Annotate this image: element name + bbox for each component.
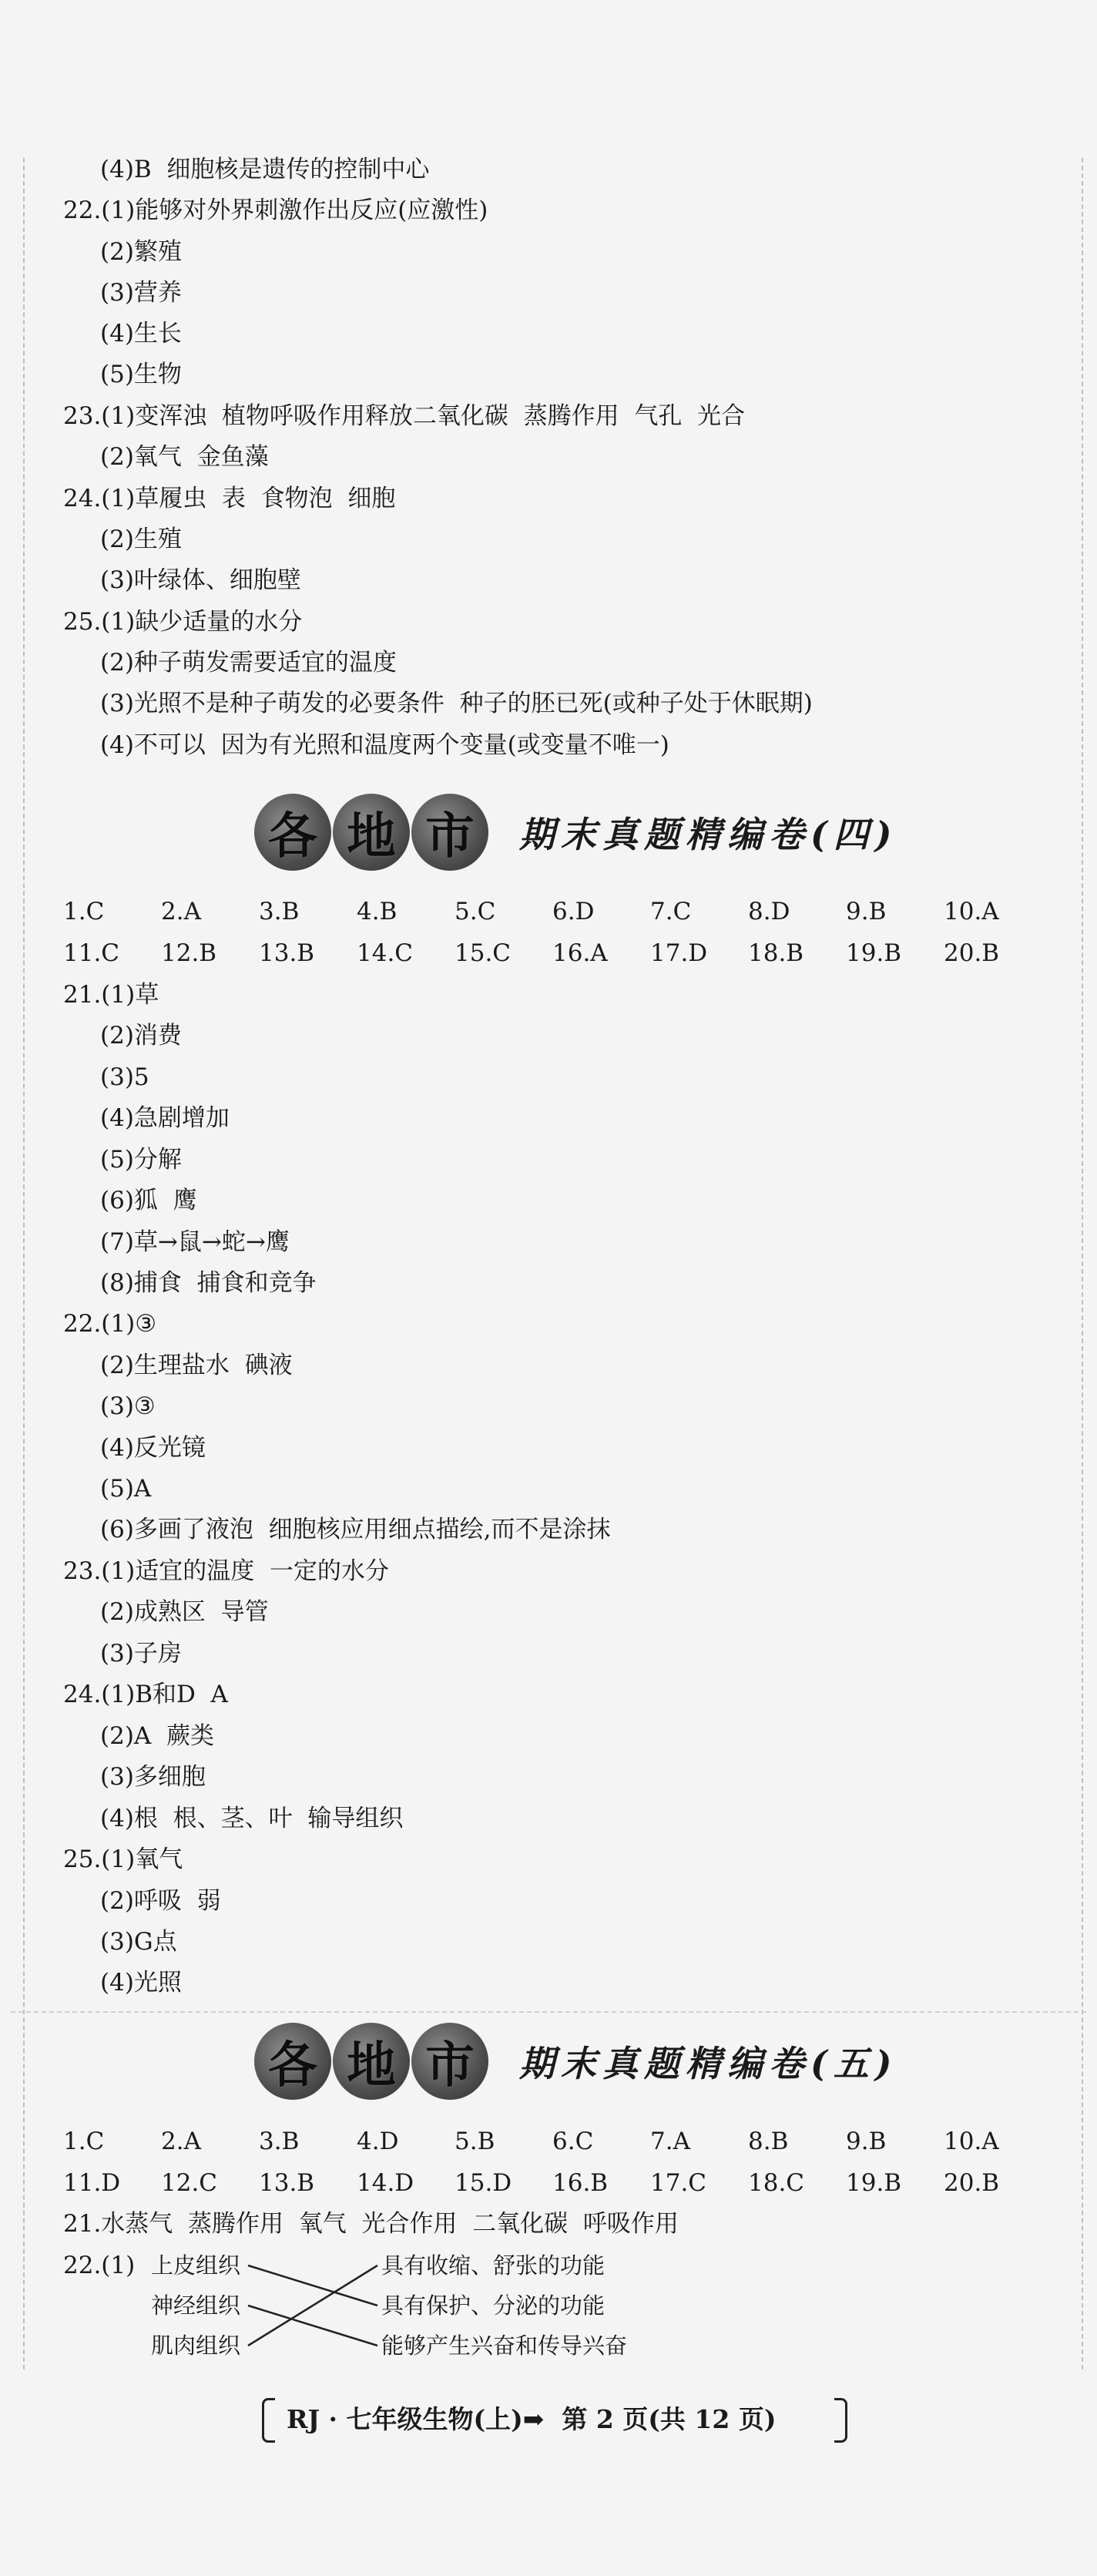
- answer-line: (4)光照: [100, 1969, 182, 1997]
- banner-disc: 地: [333, 2023, 410, 2100]
- page-footer: [262, 2396, 847, 2441]
- answer-line: 23.(1)变浑浊 植物呼吸作用释放二氧化碳 蒸腾作用 气孔 光合: [63, 402, 746, 430]
- choice-answer: 15.D: [455, 2169, 512, 2197]
- footer-bracket-right: [834, 2398, 847, 2443]
- match-line: [248, 2306, 377, 2346]
- choice-answer: 8.D: [748, 898, 790, 925]
- choice-answer: 15.C: [455, 939, 512, 967]
- answer-line: 25.(1)缺少适量的水分: [63, 608, 303, 636]
- footer-text: RJ · 七年级生物(上)➡ 第 2 页(共 12 页): [287, 2404, 777, 2434]
- answer-line: (6)多画了液泡 细胞核应用细点描绘,而不是涂抹: [100, 1516, 611, 1543]
- answer-line: (2)成熟区 导管: [100, 1598, 269, 1626]
- choice-answer: 4.D: [357, 2128, 399, 2155]
- choice-answer: 11.D: [63, 2169, 121, 2197]
- choice-answer: 2.A: [161, 2128, 201, 2155]
- choice-answer: 13.B: [259, 939, 315, 967]
- answer-line: (2)A 蕨类: [100, 1722, 215, 1750]
- banner-disc: 各: [254, 794, 331, 871]
- answer-line: 24.(1)草履虫 表 食物泡 细胞: [63, 485, 396, 512]
- choice-answer: 2.A: [161, 898, 201, 925]
- answer-line: 22.(1)③: [63, 1310, 157, 1338]
- choice-answer: 16.A: [552, 939, 608, 967]
- answer-line: 21.(1)草: [63, 981, 159, 1009]
- banner-disc: 各: [254, 2023, 331, 2100]
- choice-answer: 19.B: [846, 939, 902, 967]
- answer-line: (4)反光镜: [100, 1434, 206, 1462]
- answer-line: (4)急剧增加: [100, 1104, 230, 1132]
- choice-answer: 10.A: [944, 2128, 999, 2155]
- answer-line: (6)狐 鹰: [100, 1187, 197, 1214]
- answer-line: (3)光照不是种子萌发的必要条件 种子的胚已死(或种子处于休眠期): [100, 690, 813, 717]
- answer-line: (3)营养: [100, 279, 182, 307]
- answer-line: (2)生理盐水 碘液: [100, 1352, 293, 1379]
- choice-answer: 1.C: [63, 2128, 105, 2155]
- answer-line: (2)生殖: [100, 526, 182, 553]
- matching-right-item: 具有保护、分泌的功能: [381, 2292, 606, 2319]
- answer-line: 22.(1)能够对外界刺激作出反应(应激性): [63, 196, 488, 224]
- choice-answer: 14.D: [357, 2169, 414, 2197]
- answer-line: (4)根 根、茎、叶 输导组织: [100, 1805, 404, 1832]
- answer-line: 23.(1)适宜的温度 一定的水分: [63, 1557, 389, 1585]
- answer-line: 21.水蒸气 蒸腾作用 氧气 光合作用 二氧化碳 呼吸作用: [63, 2210, 679, 2238]
- choice-answer: 18.B: [748, 939, 804, 967]
- section-title: 期末真题精编卷(四): [519, 814, 898, 855]
- choice-answer: 7.A: [650, 2128, 690, 2155]
- choice-answer: 18.C: [748, 2169, 805, 2197]
- choice-answer: 10.A: [944, 898, 999, 925]
- answer-line: (3)多细胞: [100, 1763, 206, 1791]
- choice-answer: 19.B: [846, 2169, 902, 2197]
- matching-left-item: 肌肉组织: [151, 2333, 241, 2359]
- choice-answer: 9.B: [846, 898, 887, 925]
- matching-left-item: 神经组织: [151, 2292, 241, 2319]
- answer-line: (2)呼吸 弱: [100, 1887, 221, 1915]
- choice-answer: 20.B: [944, 939, 1000, 967]
- answer-line: (2)种子萌发需要适宜的温度: [100, 649, 397, 677]
- matching-right-item: 具有收缩、舒张的功能: [381, 2252, 606, 2279]
- answer-line: (5)生物: [100, 361, 182, 388]
- choice-answer: 4.B: [357, 898, 398, 925]
- choice-answer: 6.D: [552, 898, 595, 925]
- question-label: 22.(1): [63, 2252, 136, 2279]
- answer-line: (4)不可以 因为有光照和温度两个变量(或变量不唯一): [100, 731, 669, 759]
- choice-answer: 17.D: [650, 939, 708, 967]
- choice-answer: 20.B: [944, 2169, 1000, 2197]
- choice-answer: 16.B: [552, 2169, 609, 2197]
- banner-disc: 市: [411, 2023, 488, 2100]
- choice-answer: 7.C: [650, 898, 692, 925]
- answer-line: (3)子房: [100, 1640, 182, 1668]
- choice-answer: 3.B: [259, 2128, 300, 2155]
- match-line: [248, 2265, 377, 2306]
- footer-bracket-left: [262, 2398, 275, 2443]
- choice-answer: 14.C: [357, 939, 414, 967]
- answer-line: (4)生长: [100, 320, 182, 348]
- section-title: 期末真题精编卷(五): [519, 2043, 898, 2084]
- answer-line: (5)A: [100, 1475, 152, 1503]
- answer-line: (3)叶绿体、细胞壁: [100, 566, 301, 594]
- choice-answer: 17.C: [650, 2169, 707, 2197]
- answer-line: (8)捕食 捕食和竞争: [100, 1269, 317, 1297]
- answer-line: (5)分解: [100, 1146, 182, 1174]
- choice-answer: 5.C: [455, 898, 496, 925]
- answer-line: 25.(1)氧气: [63, 1846, 183, 1873]
- answer-line: (2)氧气 金鱼藻: [100, 443, 269, 471]
- choice-answer: 1.C: [63, 898, 105, 925]
- answer-line: (7)草→鼠→蛇→鹰: [100, 1228, 290, 1256]
- answer-line: 24.(1)B和D A: [63, 1681, 228, 1708]
- matching-left-item: 上皮组织: [151, 2252, 241, 2279]
- choice-answer: 3.B: [259, 898, 300, 925]
- choice-answer: 8.B: [748, 2128, 789, 2155]
- choice-answer: 13.B: [259, 2169, 315, 2197]
- answer-line: (2)繁殖: [100, 238, 182, 266]
- banner-disc: 市: [411, 794, 488, 871]
- choice-answer: 6.C: [552, 2128, 594, 2155]
- answer-line: (3)③: [100, 1392, 156, 1420]
- choice-answer: 12.B: [161, 939, 217, 967]
- answer-line: (4)B 细胞核是遗传的控制中心: [100, 156, 430, 183]
- choice-answer: 12.C: [161, 2169, 218, 2197]
- match-line: [248, 2265, 377, 2346]
- answer-line: (3)G点: [100, 1928, 177, 1956]
- choice-answer: 9.B: [846, 2128, 887, 2155]
- matching-right-item: 能够产生兴奋和传导兴奋: [381, 2333, 628, 2359]
- banner-disc: 地: [333, 794, 410, 871]
- answer-line: (2)消费: [100, 1022, 182, 1050]
- choice-answer: 5.B: [455, 2128, 495, 2155]
- choice-answer: 11.C: [63, 939, 120, 967]
- answer-line: (3)5: [100, 1063, 149, 1091]
